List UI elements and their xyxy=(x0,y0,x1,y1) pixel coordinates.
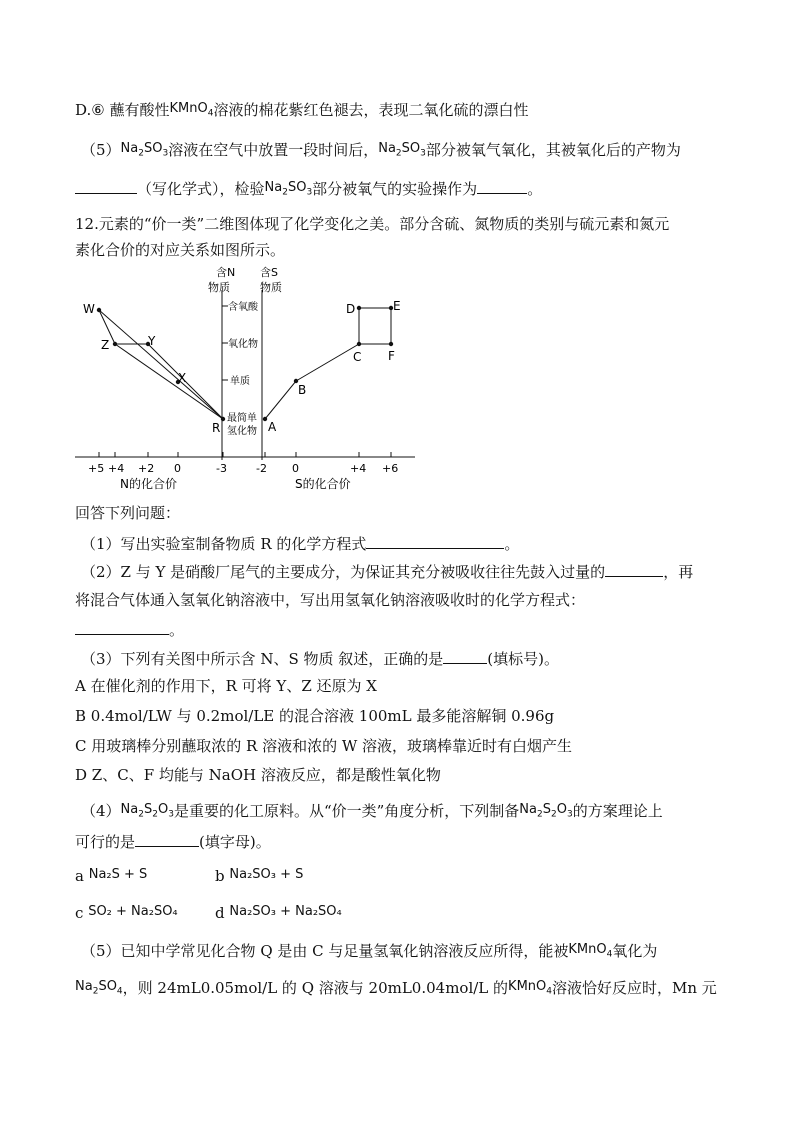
q4-options-cd xyxy=(75,903,342,925)
q3-option-a: A 在催化剂的作用下，R 可将 Y、Z 还原为 X xyxy=(75,677,377,695)
q3-option-d: D Z、C、F 均能与 NaOH 溶液反应，都是酸性氧化物 xyxy=(75,766,441,784)
q4-line1: $(4)Na_2S_2O_3$是重要的化工原料。从“价一类”角度分析，下列制备$Na_2S_2O_3$的方案理论上 xyxy=(81,802,663,820)
point-z xyxy=(113,342,117,346)
answer-blank[interactable] xyxy=(477,178,527,194)
point-r xyxy=(221,417,225,421)
q12-stem-line2: 素化合价的对应关系如图所示。 xyxy=(75,241,286,259)
q3-stem: （3）下列有关图中所示含 N、S 物质 叙述，正确的是 (填标号)。 xyxy=(81,650,559,668)
q4-option-b: b Na₂SO₃ + S xyxy=(215,867,304,885)
label-b: B xyxy=(298,383,307,397)
kmno4-formula: KMnO$_4$ xyxy=(508,979,552,997)
valence-class-chart xyxy=(70,262,420,498)
answer-blank[interactable] xyxy=(75,619,169,635)
q4-options-ab xyxy=(75,866,303,888)
q4-option-d: d Na₂SO₃ + Na₂SO₄ xyxy=(215,904,342,922)
q2-line1: （2）Z 与 Y 是硝酸厂尾气的主要成分，为保证其充分被吸收往往先鼓入过量的 ，再 xyxy=(81,563,694,581)
n-axis-header-1: 含N xyxy=(216,266,236,279)
s-axis-label: S的化合价 xyxy=(295,477,351,491)
n-axis-label: N的化合价 xyxy=(120,477,177,491)
q12-stem-line1: 12.元素的“价一类”二维图体现了化学变化之美。部分含硫、氮物质的类别与硫元素和氮元 xyxy=(75,215,670,233)
label-e: E xyxy=(393,299,401,313)
point-f xyxy=(389,342,393,346)
option-d-line xyxy=(75,100,528,127)
na2s2o3-formula: $Na_2S_2O_3$ xyxy=(519,802,573,820)
kmno4-formula: KMnO$_4$ xyxy=(169,101,214,119)
n-tick-neg3: -3 xyxy=(216,462,227,475)
s-axis-header-2: 物质 xyxy=(260,281,282,294)
na2so3-formula: $Na_2SO_3$ xyxy=(378,141,426,159)
label-r: R xyxy=(212,421,221,435)
answer-blank[interactable] xyxy=(366,533,504,549)
category-label-acid: 含氧酸 xyxy=(228,302,258,313)
point-w xyxy=(97,308,101,312)
q4-option-c: c SO₂ + Na₂SO₄ xyxy=(75,904,178,922)
q4-option-a: a Na₂S + S xyxy=(75,867,148,885)
n-tick-0: 0 xyxy=(174,462,181,475)
q1-line: （1）写出实验室制备物质 R 的化学方程式 。 xyxy=(81,535,520,553)
category-label-hydride-1: 最简单 xyxy=(227,413,257,424)
s-tick-0: 0 xyxy=(292,462,299,475)
point-c xyxy=(357,342,361,346)
na2s2o3-formula: $Na_2S_2O_3$ xyxy=(120,802,174,820)
option-d-pre: D.⑥ 蘸有酸性 xyxy=(75,101,170,119)
label-f: F xyxy=(388,349,395,363)
na2so4-formula: $Na_2SO_4$ xyxy=(75,979,123,997)
na2so3-formula: $Na_2SO_3$ xyxy=(120,141,169,159)
n-tick-4: +4 xyxy=(108,462,125,475)
q5-line1: （5）已知中学常见化合物 Q 是由 C 与足量氢氧化钠溶液反应所得，能被KMnO$_4$氧化为 xyxy=(81,942,658,960)
answer-blank[interactable] xyxy=(135,831,199,847)
category-label-oxide: 氧化物 xyxy=(228,339,258,350)
kmno4-formula: KMnO$_4$ xyxy=(568,942,613,960)
s-tick-4: +4 xyxy=(350,462,367,475)
answer-blank[interactable] xyxy=(605,561,663,577)
q3-option-c: C 用玻璃棒分别蘸取浓的 R 溶液和浓的 W 溶液，玻璃棒靠近时有白烟产生 xyxy=(75,737,573,755)
label-x: X xyxy=(178,371,187,385)
answer-blank[interactable] xyxy=(75,178,137,194)
n-connecting-lines xyxy=(99,310,223,419)
option-d-post: 溶液的棉花紫红色褪去，表现二氧化硫的漂白性 xyxy=(213,101,529,119)
intro-text: 回答下列问题： xyxy=(75,504,181,522)
q2-line3: 。 xyxy=(75,619,184,640)
points xyxy=(97,306,393,421)
category-label-element: 单质 xyxy=(230,376,250,387)
prev-q5-line1: $(5)Na_2SO_3$溶液在空气中放置一段时间后，$Na_2SO_3$部分被氧气氧化，其被氧化后的产物为 xyxy=(81,141,681,159)
s-tick-neg2: -2 xyxy=(256,462,267,475)
label-c: C xyxy=(353,350,362,364)
label-y: Y xyxy=(148,334,156,348)
label-z: Z xyxy=(101,338,110,352)
n-axis-header-2: 物质 xyxy=(208,281,230,294)
n-tick-2: +2 xyxy=(138,462,155,475)
category-label-hydride-2: 氢化物 xyxy=(227,426,257,437)
q3-option-b: B 0.4mol/LW 与 0.2mol/LE 的混合溶液 100mL 最多能溶解铜 0.96g xyxy=(75,707,555,725)
q5-line2: $Na_2SO_4$，则 24mL0.05mol/L 的 Q 溶液与 20mL0.04mol/L 的KMnO$_4$溶液恰好反应时，Mn 元 xyxy=(75,979,717,997)
label-a: A xyxy=(268,420,277,434)
label-w: W xyxy=(83,302,95,316)
q4-line2: 可行的是 (填字母)。 xyxy=(75,833,271,851)
point-a xyxy=(263,417,267,421)
valence-ticks xyxy=(99,452,391,457)
na2so3-formula: $Na_2SO_3$ xyxy=(264,180,313,198)
s-connecting-lines xyxy=(265,308,391,419)
s-tick-6: +6 xyxy=(382,462,399,475)
q2-line2: 将混合气体通入氢氧化钠溶液中，写出用氢氧化钠溶液吸收时的化学方程式： xyxy=(75,591,586,609)
label-d: D xyxy=(346,302,356,316)
n-tick-5: +5 xyxy=(88,462,105,475)
point-d xyxy=(357,306,361,310)
s-axis-header-1: 含S xyxy=(260,266,278,279)
prev-q5-line2: （写化学式），检验$Na_2SO_3$部分被氧气的实验操作为 。 xyxy=(75,178,542,206)
answer-blank[interactable] xyxy=(443,648,487,664)
